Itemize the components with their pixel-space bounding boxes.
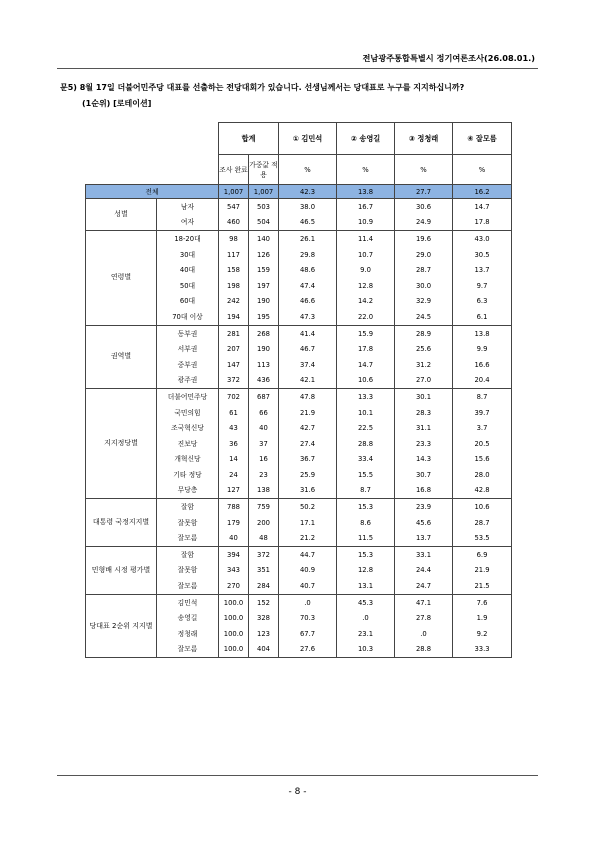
data-cell: 11.5 xyxy=(337,530,395,546)
data-cell: 45.3 xyxy=(337,594,395,610)
data-cell: 126 xyxy=(249,247,279,263)
data-cell: 24.4 xyxy=(395,563,453,579)
table-row xyxy=(86,547,512,563)
data-cell: 190 xyxy=(249,294,279,310)
data-cell: 98 xyxy=(219,231,249,247)
table-row xyxy=(86,499,512,515)
data-cell: 46.5 xyxy=(279,215,337,231)
data-cell: 100.0 xyxy=(219,626,249,642)
row-label: 여자 xyxy=(157,215,219,231)
total-cell: 13.8 xyxy=(337,185,395,199)
candidate-header-2: ② 송영길 xyxy=(337,123,395,155)
data-cell: 23 xyxy=(249,467,279,483)
data-cell: 195 xyxy=(249,309,279,325)
data-cell: 42.1 xyxy=(279,373,337,389)
data-cell: 16 xyxy=(249,452,279,468)
data-cell: 23.3 xyxy=(395,436,453,452)
data-cell: 687 xyxy=(249,389,279,405)
row-label: 50대 xyxy=(157,278,219,294)
data-cell: 53.5 xyxy=(453,530,512,546)
data-cell: 17.8 xyxy=(337,341,395,357)
header-row xyxy=(86,123,512,155)
category-label: 당대표 2순위 지지별 xyxy=(86,594,157,657)
data-cell: .0 xyxy=(279,594,337,610)
data-cell: 9.0 xyxy=(337,262,395,278)
data-cell: 372 xyxy=(219,373,249,389)
data-cell: 14.7 xyxy=(453,199,512,215)
data-cell: 197 xyxy=(249,278,279,294)
data-cell: 33.1 xyxy=(395,547,453,563)
data-cell: 404 xyxy=(249,642,279,658)
row-label: 정청래 xyxy=(157,626,219,642)
data-cell: 179 xyxy=(219,515,249,531)
total-row xyxy=(86,185,512,199)
data-cell: 158 xyxy=(219,262,249,278)
data-cell: 27.8 xyxy=(395,610,453,626)
data-cell: 1.9 xyxy=(453,610,512,626)
row-label: 18-20대 xyxy=(157,231,219,247)
data-cell: 270 xyxy=(219,578,249,594)
data-cell: 27.6 xyxy=(279,642,337,658)
data-cell: 28.0 xyxy=(453,467,512,483)
category-label: 연령별 xyxy=(86,231,157,326)
data-cell: 100.0 xyxy=(219,594,249,610)
row-label: 잘못함 xyxy=(157,563,219,579)
data-cell: 40 xyxy=(219,530,249,546)
data-cell: 6.3 xyxy=(453,294,512,310)
data-cell: 30.1 xyxy=(395,389,453,405)
row-label: 잘모름 xyxy=(157,642,219,658)
data-cell: 37.4 xyxy=(279,357,337,373)
table-row xyxy=(86,199,512,215)
data-cell: 198 xyxy=(219,278,249,294)
data-cell: 152 xyxy=(249,594,279,610)
data-cell: 8.7 xyxy=(453,389,512,405)
data-cell: 15.9 xyxy=(337,325,395,341)
data-cell: 281 xyxy=(219,325,249,341)
data-cell: 42.8 xyxy=(453,483,512,499)
category-label: 성별 xyxy=(86,199,157,231)
data-cell: 66 xyxy=(249,405,279,421)
data-cell: 39.7 xyxy=(453,405,512,421)
total-cell: 16.2 xyxy=(453,185,512,199)
data-cell: 11.4 xyxy=(337,231,395,247)
completed-header: 조사 완료 xyxy=(219,155,249,185)
data-cell: 127 xyxy=(219,483,249,499)
row-label: 남자 xyxy=(157,199,219,215)
candidate-header-3: ③ 정청래 xyxy=(395,123,453,155)
data-cell: 24.9 xyxy=(395,215,453,231)
data-cell: 24 xyxy=(219,467,249,483)
data-cell: 23.1 xyxy=(337,626,395,642)
table-row xyxy=(86,325,512,341)
data-cell: 21.2 xyxy=(279,530,337,546)
data-cell: 15.3 xyxy=(337,547,395,563)
data-cell: 14 xyxy=(219,452,249,468)
data-cell: 200 xyxy=(249,515,279,531)
data-cell: 504 xyxy=(249,215,279,231)
data-cell: 9.9 xyxy=(453,341,512,357)
data-cell: 10.1 xyxy=(337,405,395,421)
data-cell: 140 xyxy=(249,231,279,247)
row-label: 더불어민주당 xyxy=(157,389,219,405)
category-label: 지지정당별 xyxy=(86,389,157,499)
row-label: 동부권 xyxy=(157,325,219,341)
page-number: - 8 - xyxy=(288,787,307,797)
data-cell: 20.5 xyxy=(453,436,512,452)
data-cell: 436 xyxy=(249,373,279,389)
data-cell: 40.9 xyxy=(279,563,337,579)
data-cell: 147 xyxy=(219,357,249,373)
data-cell: 40.7 xyxy=(279,578,337,594)
row-label: 잘함 xyxy=(157,547,219,563)
data-cell: 16.6 xyxy=(453,357,512,373)
data-cell: 15.5 xyxy=(337,467,395,483)
category-label: 권역별 xyxy=(86,325,157,388)
total-header: 합계 xyxy=(219,123,279,155)
data-cell: 27.0 xyxy=(395,373,453,389)
data-cell: 547 xyxy=(219,199,249,215)
data-cell: 47.8 xyxy=(279,389,337,405)
data-cell: 372 xyxy=(249,547,279,563)
data-cell: 21.9 xyxy=(453,563,512,579)
data-cell: 45.6 xyxy=(395,515,453,531)
row-label: 잘함 xyxy=(157,499,219,515)
subheader-row xyxy=(86,155,512,185)
data-cell: 17.8 xyxy=(453,215,512,231)
data-cell: 14.3 xyxy=(395,452,453,468)
data-cell: 47.3 xyxy=(279,309,337,325)
data-cell: 21.9 xyxy=(279,405,337,421)
data-cell: 22.5 xyxy=(337,420,395,436)
data-cell: 13.7 xyxy=(395,530,453,546)
candidate-header-1: ① 김민석 xyxy=(279,123,337,155)
data-cell: 30.5 xyxy=(453,247,512,263)
data-cell: 8.7 xyxy=(337,483,395,499)
data-cell: 12.8 xyxy=(337,278,395,294)
weighted-header: 가중값 적용 xyxy=(249,155,279,185)
header-divider xyxy=(57,68,538,69)
data-cell: 30.0 xyxy=(395,278,453,294)
data-cell: 10.6 xyxy=(337,373,395,389)
data-cell: 26.1 xyxy=(279,231,337,247)
data-cell: 10.7 xyxy=(337,247,395,263)
data-cell: 351 xyxy=(249,563,279,579)
row-label: 김민석 xyxy=(157,594,219,610)
data-cell: 13.7 xyxy=(453,262,512,278)
category-label: 민형배 시정 평가별 xyxy=(86,547,157,595)
data-cell: 30.6 xyxy=(395,199,453,215)
data-cell: 15.6 xyxy=(453,452,512,468)
data-cell: 37 xyxy=(249,436,279,452)
data-cell: 25.9 xyxy=(279,467,337,483)
row-label: 잘모름 xyxy=(157,530,219,546)
total-cell: 1,007 xyxy=(219,185,249,199)
data-cell: 47.4 xyxy=(279,278,337,294)
row-label: 기타 정당 xyxy=(157,467,219,483)
data-cell: 31.2 xyxy=(395,357,453,373)
row-label: 중부권 xyxy=(157,357,219,373)
report-header-title: 전남광주통합특별시 정기여론조사(26.08.01.) xyxy=(362,53,535,63)
data-cell: 22.0 xyxy=(337,309,395,325)
row-label: 70대 이상 xyxy=(157,309,219,325)
pct-unit-4: % xyxy=(453,155,512,185)
data-cell: 702 xyxy=(219,389,249,405)
data-cell: 28.7 xyxy=(395,262,453,278)
data-cell: 48.6 xyxy=(279,262,337,278)
row-label: 진보당 xyxy=(157,436,219,452)
candidate-header-4: ④ 잘모름 xyxy=(453,123,512,155)
data-cell: 159 xyxy=(249,262,279,278)
crosstab-table xyxy=(85,122,512,658)
table-row xyxy=(86,389,512,405)
data-cell: 43 xyxy=(219,420,249,436)
row-label: 송영길 xyxy=(157,610,219,626)
pct-unit-3: % xyxy=(395,155,453,185)
data-cell: 42.7 xyxy=(279,420,337,436)
data-cell: 24.5 xyxy=(395,309,453,325)
row-label: 무당층 xyxy=(157,483,219,499)
data-cell: 207 xyxy=(219,341,249,357)
table-row xyxy=(86,231,512,247)
data-cell: 33.3 xyxy=(453,642,512,658)
data-cell: 67.7 xyxy=(279,626,337,642)
data-cell: 50.2 xyxy=(279,499,337,515)
data-cell: 41.4 xyxy=(279,325,337,341)
data-cell: 61 xyxy=(219,405,249,421)
data-cell: 33.4 xyxy=(337,452,395,468)
data-cell: 759 xyxy=(249,499,279,515)
data-cell: 117 xyxy=(219,247,249,263)
data-cell: 503 xyxy=(249,199,279,215)
data-cell: 31.6 xyxy=(279,483,337,499)
data-cell: 29.0 xyxy=(395,247,453,263)
data-cell: 13.3 xyxy=(337,389,395,405)
data-cell: 138 xyxy=(249,483,279,499)
data-cell: 28.8 xyxy=(395,642,453,658)
data-cell: 15.3 xyxy=(337,499,395,515)
data-cell: 10.9 xyxy=(337,215,395,231)
category-label: 대통령 국정지지별 xyxy=(86,499,157,547)
data-cell: 27.4 xyxy=(279,436,337,452)
data-cell: 194 xyxy=(219,309,249,325)
total-cell: 42.3 xyxy=(279,185,337,199)
data-cell: 43.0 xyxy=(453,231,512,247)
data-cell: 28.9 xyxy=(395,325,453,341)
data-cell: 9.7 xyxy=(453,278,512,294)
row-label: 잘못함 xyxy=(157,515,219,531)
data-cell: 7.6 xyxy=(453,594,512,610)
data-cell: 21.5 xyxy=(453,578,512,594)
row-label: 잘모름 xyxy=(157,578,219,594)
data-cell: 10.3 xyxy=(337,642,395,658)
total-cell: 1,007 xyxy=(249,185,279,199)
pct-unit-2: % xyxy=(337,155,395,185)
row-label: 서부권 xyxy=(157,341,219,357)
data-cell: 23.9 xyxy=(395,499,453,515)
data-cell: 12.8 xyxy=(337,563,395,579)
row-label: 광주권 xyxy=(157,373,219,389)
data-cell: 123 xyxy=(249,626,279,642)
data-cell: 268 xyxy=(249,325,279,341)
data-cell: 113 xyxy=(249,357,279,373)
data-cell: 788 xyxy=(219,499,249,515)
data-cell: 36 xyxy=(219,436,249,452)
data-cell: 28.3 xyxy=(395,405,453,421)
question-text: 문5) 8월 17일 더불어민주당 대표를 선출하는 전당대회가 있습니다. 선생님께서는 당대표로 누구를 지지하십니까? xyxy=(60,83,465,92)
total-cell: 27.7 xyxy=(395,185,453,199)
pct-unit-1: % xyxy=(279,155,337,185)
data-cell: 16.7 xyxy=(337,199,395,215)
data-cell: 19.6 xyxy=(395,231,453,247)
data-cell: 6.9 xyxy=(453,547,512,563)
question-note: (1순위) [로테이션] xyxy=(82,99,152,108)
row-label: 60대 xyxy=(157,294,219,310)
data-cell: 46.7 xyxy=(279,341,337,357)
question-block xyxy=(60,80,464,112)
data-cell: 3.7 xyxy=(453,420,512,436)
data-cell: 100.0 xyxy=(219,642,249,658)
data-cell: 343 xyxy=(219,563,249,579)
data-cell: 16.8 xyxy=(395,483,453,499)
data-cell: 6.1 xyxy=(453,309,512,325)
row-label: 개혁신당 xyxy=(157,452,219,468)
data-cell: 25.6 xyxy=(395,341,453,357)
data-cell: 100.0 xyxy=(219,610,249,626)
data-cell: 328 xyxy=(249,610,279,626)
data-cell: 44.7 xyxy=(279,547,337,563)
data-cell: 29.8 xyxy=(279,247,337,263)
data-cell: 394 xyxy=(219,547,249,563)
data-cell: 36.7 xyxy=(279,452,337,468)
data-cell: 460 xyxy=(219,215,249,231)
table-row xyxy=(86,594,512,610)
row-label: 40대 xyxy=(157,262,219,278)
data-cell: 9.2 xyxy=(453,626,512,642)
data-cell: 17.1 xyxy=(279,515,337,531)
data-cell: 242 xyxy=(219,294,249,310)
data-cell: 10.6 xyxy=(453,499,512,515)
data-cell: .0 xyxy=(337,610,395,626)
data-cell: 284 xyxy=(249,578,279,594)
data-cell: .0 xyxy=(395,626,453,642)
data-cell: 47.1 xyxy=(395,594,453,610)
data-cell: 24.7 xyxy=(395,578,453,594)
data-cell: 13.8 xyxy=(453,325,512,341)
footer-divider xyxy=(57,775,538,776)
total-row-label: 전체 xyxy=(86,185,219,199)
data-cell: 31.1 xyxy=(395,420,453,436)
data-cell: 46.6 xyxy=(279,294,337,310)
data-cell: 8.6 xyxy=(337,515,395,531)
row-label: 국민의힘 xyxy=(157,405,219,421)
data-cell: 30.7 xyxy=(395,467,453,483)
data-cell: 13.1 xyxy=(337,578,395,594)
data-cell: 28.7 xyxy=(453,515,512,531)
data-cell: 190 xyxy=(249,341,279,357)
row-label: 30대 xyxy=(157,247,219,263)
data-cell: 38.0 xyxy=(279,199,337,215)
row-label: 조국혁신당 xyxy=(157,420,219,436)
data-cell: 48 xyxy=(249,530,279,546)
data-cell: 20.4 xyxy=(453,373,512,389)
data-cell: 70.3 xyxy=(279,610,337,626)
data-cell: 40 xyxy=(249,420,279,436)
data-cell: 14.2 xyxy=(337,294,395,310)
data-cell: 28.8 xyxy=(337,436,395,452)
data-cell: 14.7 xyxy=(337,357,395,373)
data-cell: 32.9 xyxy=(395,294,453,310)
